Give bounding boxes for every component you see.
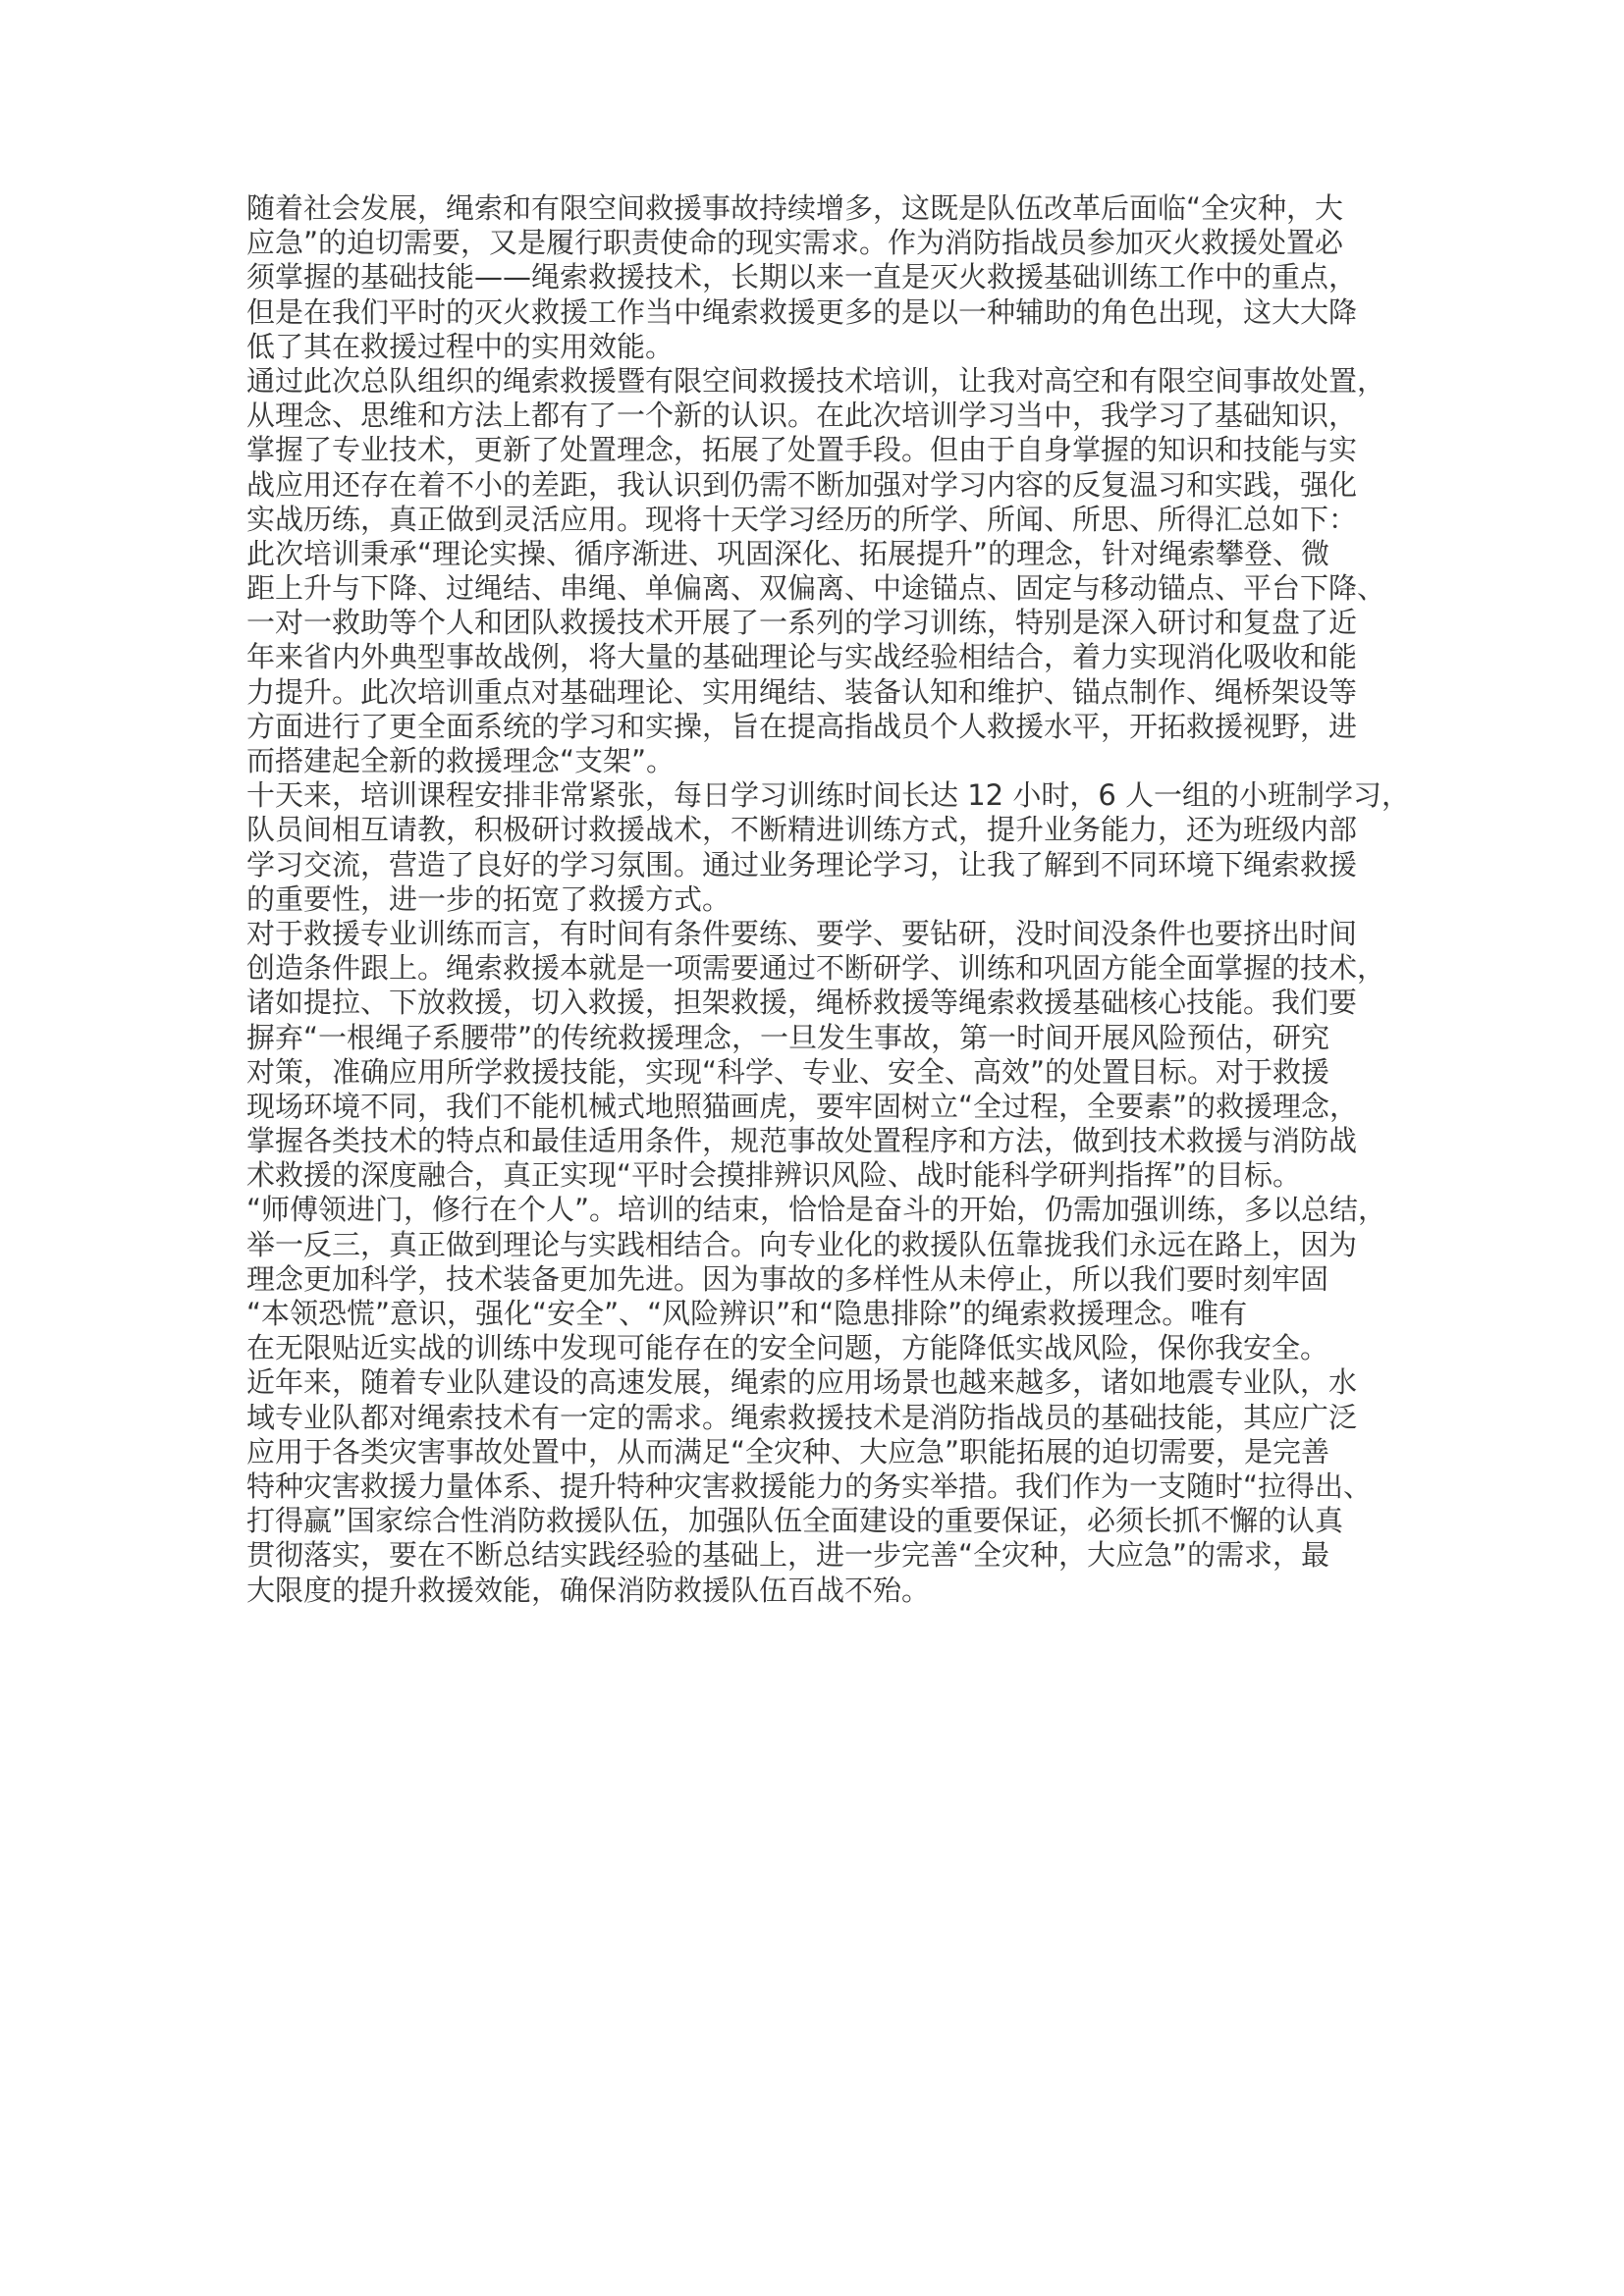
text-line: 举一反三，真正做到理论与实践相结合。向专业化的救援队伍靠拢我们永远在路上，因为 [246,1227,1358,1261]
text-line: 贯彻落实，要在不断总结实践经验的基础上，进一步完善“全灾种，大应急”的需求，最 [246,1538,1330,1573]
text-line: “本领恐慌”意识，强化“安全”、“风险辨识”和“隐患排除”的绳索救援理念。唯有 [246,1297,1248,1330]
text-line: 摒弃“一根绳子系腰带”的传统救援理念，一旦发生事故，第一时间开展风险预估，研究 [246,1020,1330,1054]
paragraph-training-overview [246,363,1386,537]
text-line: 十天来，培训课程安排非常紧张，每日学习训练时间长达 12 小时，6 人一组的小班制学习， [246,778,1411,813]
text-line: “师傅领进门，修行在个人”。培训的结束，恰恰是奋斗的开始，仍需加强训练，多以总结， [246,1193,1387,1227]
text-line: 的重要性，进一步的拓宽了救援方式。 [246,881,731,916]
text-line: 但是在我们平时的灭火救援工作当中绳索救援更多的是以一种辅助的角色出现，这大大降 [246,294,1358,329]
text-line: 域专业队都对绳索技术有一定的需求。绳索救援技术是消防指战员的基础技能，其应广泛 [246,1400,1358,1434]
paragraph-intro [246,191,1366,364]
document-page [246,191,1411,1608]
text-line: 掌握各类技术的特点和最佳适用条件，规范事故处置程序和方法，做到技术救援与消防战 [246,1124,1358,1158]
text-line: 现场环境不同，我们不能机械式地照猫画虎，要牢固树立“全过程，全要素”的救援理念， [246,1089,1359,1123]
text-line: 打得赢”国家综合性消防救援队伍，加强队伍全面建设的重要保证，必须长抓不懈的认真 [246,1504,1344,1538]
text-line: 须掌握的基础技能——绳索救援技术，长期以来一直是灭火救援基础训练工作中的重点， [246,260,1358,294]
text-line: 在无限贴近实战的训练中发现可能存在的安全问题，方能降低实战风险，保你我安全。 [246,1331,1329,1365]
text-line: 学习交流，营造了良好的学习氛围。通过业务理论学习，让我了解到不同环境下绳索救援 [246,847,1358,881]
paragraph-training-content [246,536,1386,778]
text-line: 应用于各类灾害事故处置中，从而满足“全灾种、大应急”职能拓展的迫切需要，是完善 [246,1434,1330,1468]
text-line: 从理念、思维和方法上都有了一个新的认识。在此次培训学习当中，我学习了基础知识， [246,399,1358,433]
text-line: 低了其在救援过程中的实用效能。 [246,329,675,363]
text-line: 诸如提拉、下放救援，切入救援，担架救援，绳桥救援等绳索救援基础核心技能。我们要 [246,986,1358,1020]
paragraph-master-apprentice [246,1193,1387,1365]
paragraph-ten-days [246,778,1411,917]
text-line: 理念更加科学，技术装备更加先进。因为事故的多样性从未停止，所以我们要时刻牢固 [246,1261,1329,1296]
text-line: 大限度的提升救援效能，确保消防救援队伍百战不殆。 [246,1573,931,1607]
paragraph-professional-training [246,916,1386,1194]
text-line: 而搭建起全新的救援理念“支架”。 [246,744,676,777]
text-line: 年来省内外典型事故战例，将大量的基础理论与实战经验相结合，着力实现消化吸收和能 [246,640,1358,674]
text-line: 方面进行了更全面系统的学习和实操，旨在提高指战员个人救援水平，开拓救援视野，进 [246,709,1358,743]
text-line: 战应用还存在着不小的差距，我认识到仍需不断加强对学习内容的反复温习和实践，强化 [246,467,1358,502]
text-line: 术救援的深度融合，真正实现“平时会摸排辨识风险、战时能科学研判指挥”的目标。 [246,1158,1302,1193]
text-line: 特种灾害救援力量体系、提升特种灾害救援能力的务实举措。我们作为一支随时“拉得出、 [246,1468,1373,1503]
text-line: 对于救援专业训练而言，有时间有条件要练、要学、要钻研，没时间没条件也要挤出时间 [246,916,1358,950]
text-line: 一对一救助等个人和团队救援技术开展了一系列的学习训练，特别是深入研讨和复盘了近 [246,606,1358,640]
text-line: 随着社会发展，绳索和有限空间救援事故持续增多，这既是队伍改革后面临“全灾种，大 [246,191,1344,225]
text-line: 掌握了专业技术，更新了处置理念，拓展了处置手段。但由于自身掌握的知识和技能与实 [246,433,1358,467]
text-line: 距上升与下降、过绳结、串绳、单偏离、双偏离、中途锚点、固定与移动锚点、平台下降、 [246,571,1386,606]
text-line: 应急”的迫切需要，又是履行职责使命的现实需求。作为消防指战员参加灭火救援处置必 [246,226,1344,260]
text-line: 力提升。此次培训重点对基础理论、实用绳结、装备认知和维护、锚点制作、绳桥架设等 [246,674,1358,709]
text-line: 队员间相互请教，积极研讨救援战术，不断精进训练方式，提升业务能力，还为班级内部 [246,813,1358,847]
text-line: 通过此次总队组织的绳索救援暨有限空间救援技术培训，让我对高空和有限空间事故处置， [246,363,1386,398]
text-line: 此次培训秉承“理论实操、循序渐进、巩固深化、拓展提升”的理念，针对绳索攀登、微 [246,536,1330,570]
paragraph-conclusion [246,1365,1373,1607]
text-line: 对策，准确应用所学救援技能，实现“科学、专业、安全、高效”的处置目标。对于救援 [246,1054,1330,1089]
text-line: 近年来，随着专业队建设的高速发展，绳索的应用场景也越来越多，诸如地震专业队，水 [246,1365,1358,1400]
text-line: 创造条件跟上。绳索救援本就是一项需要通过不断研学、训练和巩固方能全面掌握的技术， [246,951,1386,986]
text-line: 实战历练，真正做到灵活应用。现将十天学习经历的所学、所闻、所思、所得汇总如下： [246,502,1358,536]
